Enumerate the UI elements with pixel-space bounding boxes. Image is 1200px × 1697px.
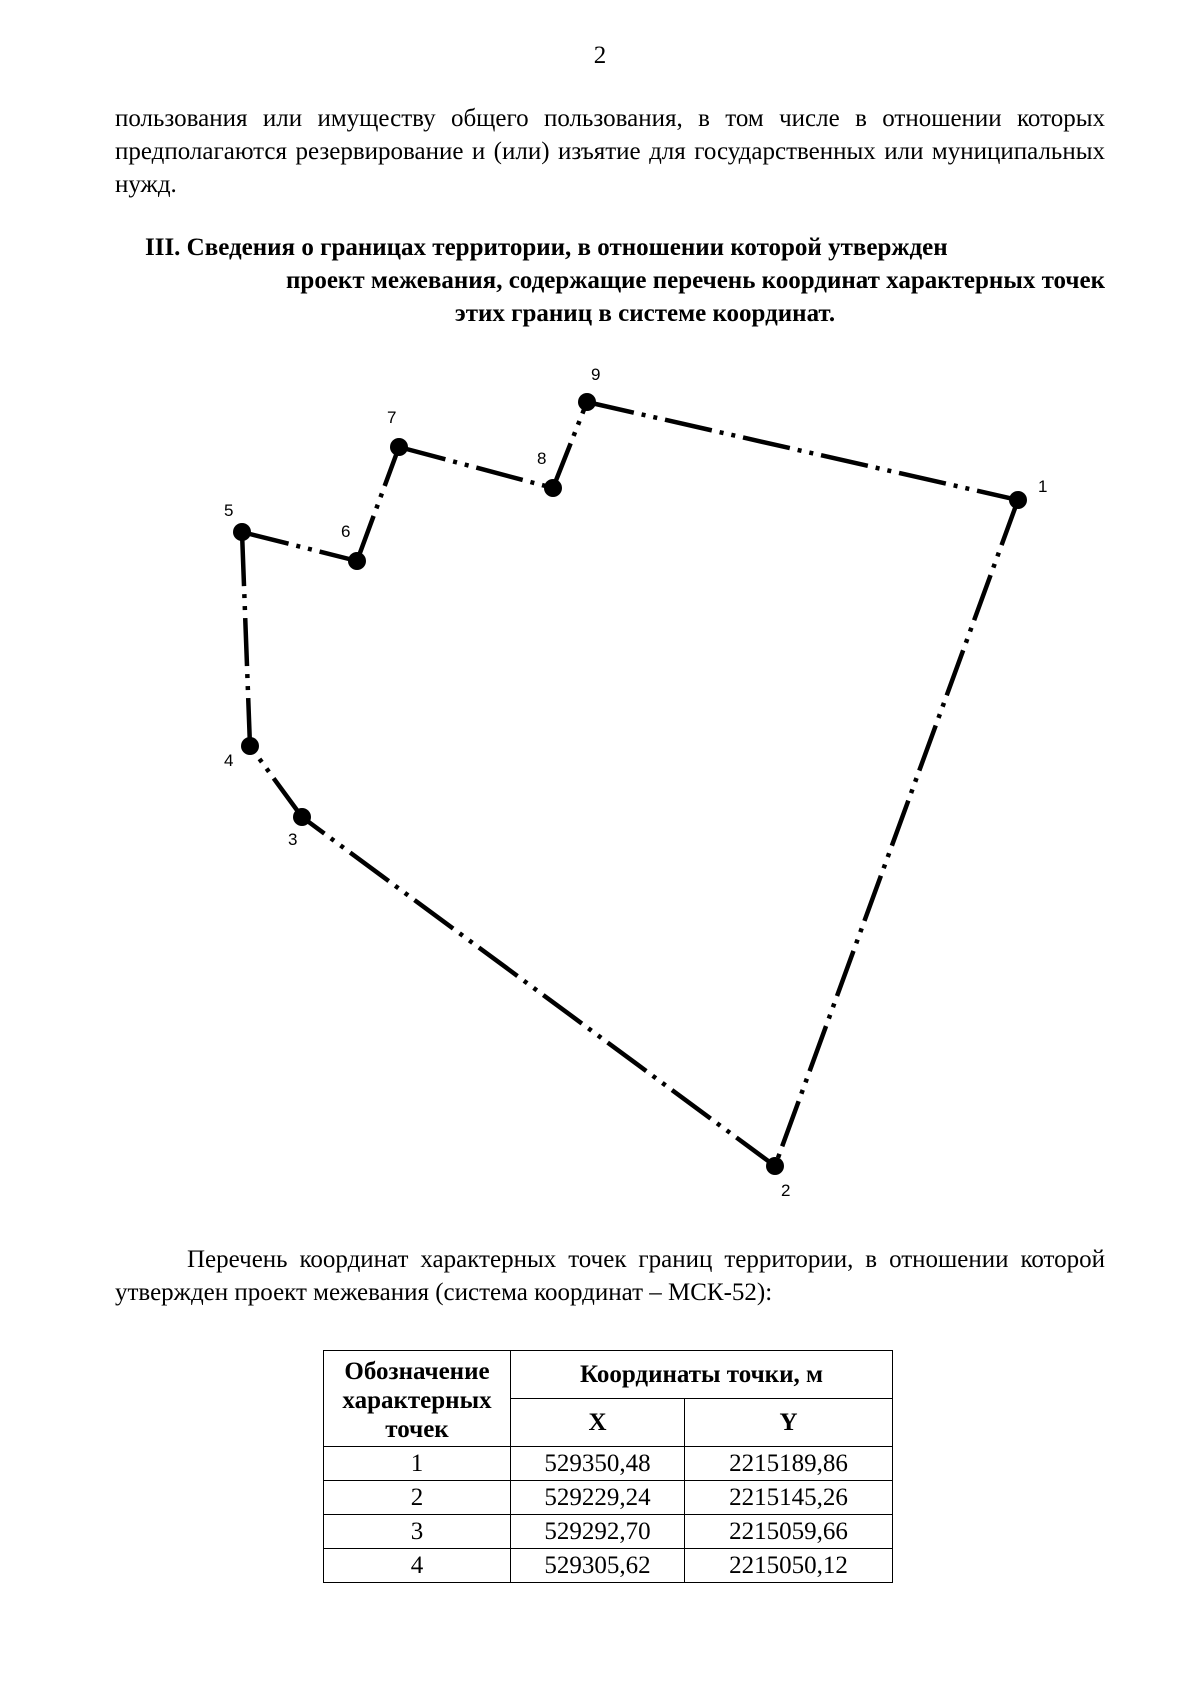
boundary-edge-4-5 (242, 532, 250, 746)
point-label-6: 6 (341, 522, 351, 541)
cell-y: 2215050,12 (685, 1549, 893, 1583)
boundary-labels (224, 365, 1047, 1200)
point-label-1: 1 (1038, 477, 1048, 496)
section-heading-line-2: проект межевания, содержащие перечень координат характерных точек (286, 267, 1105, 294)
point-label-8: 8 (537, 449, 547, 468)
boundary-edges (242, 402, 1018, 1166)
boundary-edge-9-1 (587, 402, 1018, 500)
boundary-point-9 (578, 393, 596, 411)
table-row (324, 1447, 893, 1481)
header-x: X (511, 1399, 685, 1447)
point-label-3: 3 (288, 830, 298, 849)
boundary-edge-1-2 (775, 500, 1018, 1166)
point-label-4: 4 (224, 751, 234, 770)
section-heading-line-3: этих границ в системе координат. (454, 300, 836, 327)
boundary-point-2 (766, 1157, 784, 1175)
list-paragraph: Перечень координат характерных точек границ территории, в отношении которой утвержден проект межевания (система координат – МСК-52): (115, 1246, 1105, 1306)
page-number: 2 (593, 42, 607, 69)
point-label-9: 9 (591, 365, 601, 384)
cell-y: 2215189,86 (685, 1447, 893, 1481)
cell-point: 2 (324, 1481, 511, 1515)
boundary-point-8 (544, 479, 562, 497)
boundary-edge-3-4 (250, 746, 302, 817)
cell-point: 1 (324, 1447, 511, 1481)
boundary-point-7 (390, 438, 408, 456)
boundary-point-4 (241, 737, 259, 755)
cell-point: 4 (324, 1549, 511, 1583)
cell-y: 2215059,66 (685, 1515, 893, 1549)
coordinates-table (323, 1350, 893, 1583)
point-label-2: 2 (781, 1181, 791, 1200)
boundary-diagram (0, 360, 1200, 1220)
boundary-point-6 (348, 552, 366, 570)
boundary-point-3 (293, 808, 311, 826)
table-row (324, 1481, 893, 1515)
header-y: Y (685, 1399, 893, 1447)
intro-paragraph: пользования или имуществу общего пользования, в том числе в отношении которых предполагаются резервирование и (или) изъятие для государственных или муниципальных нужд. (115, 105, 1105, 198)
cell-x: 529350,48 (511, 1447, 685, 1481)
cell-y: 2215145,26 (685, 1481, 893, 1515)
table-row (324, 1549, 893, 1583)
section-heading (145, 231, 1105, 330)
header-coordinates: Координаты точки, м (511, 1351, 893, 1399)
cell-point: 3 (324, 1515, 511, 1549)
cell-x: 529305,62 (511, 1549, 685, 1583)
cell-x: 529229,24 (511, 1481, 685, 1515)
boundary-edge-6-7 (357, 447, 399, 561)
boundary-point-5 (233, 523, 251, 541)
section-heading-line-1: III. Сведения о границах территории, в отношении которой утвержден (145, 234, 948, 261)
boundary-edge-2-3 (302, 817, 775, 1166)
boundary-edge-7-8 (399, 447, 553, 488)
header-designation: Обозначение характерных точек (324, 1351, 511, 1447)
boundary-edge-5-6 (242, 532, 357, 561)
boundary-edge-8-9 (553, 402, 587, 488)
point-label-5: 5 (224, 501, 234, 520)
cell-x: 529292,70 (511, 1515, 685, 1549)
table-row (324, 1515, 893, 1549)
point-label-7: 7 (387, 408, 397, 427)
boundary-point-1 (1009, 491, 1027, 509)
